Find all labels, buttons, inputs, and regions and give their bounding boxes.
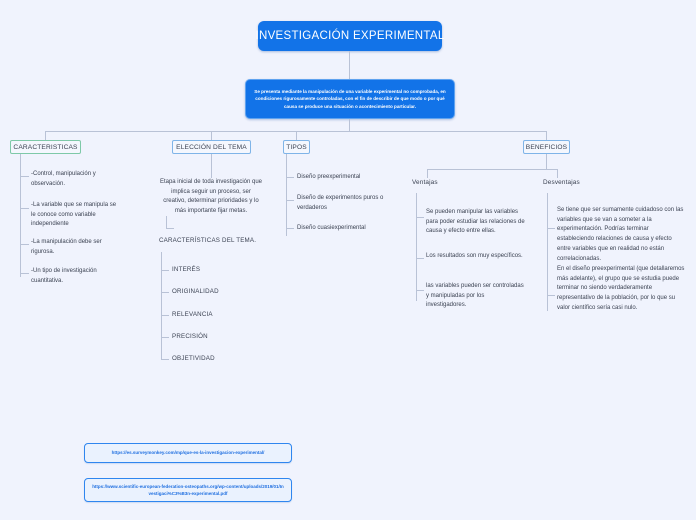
connector-beneficios-drop (546, 154, 547, 169)
eleccion-description: Etapa inicial de toda investigación que implica seguir un proceso, ser creativo, determinar prioridades y lo más importante fijar metas. (159, 179, 263, 215)
connector-eleccion-to-subtitle-b (166, 228, 174, 229)
connector-ventajas-spine (416, 193, 417, 301)
connector-eleccion-to-description (211, 154, 212, 178)
connector-tipos-stub-2 (286, 200, 294, 201)
connector-tipos-stub-1 (286, 177, 294, 178)
connector-caracteristicas-stub-1 (20, 176, 29, 177)
list-item: PRECISIÓN (172, 333, 208, 340)
connector-eleccion-items-spine (161, 252, 162, 360)
connector-eleccion-stub-5 (161, 359, 169, 360)
root-node-investigacion-experimental[interactable] (255, 21, 445, 51)
connector-beneficios-to-desventajas (557, 169, 558, 178)
list-item: ORIGINALIDAD (172, 288, 219, 295)
definition-text: Se presenta mediante la manipulación de una variable experimental no comprobada, en condiciones rigurosamente controladas, con el fin de describir de que modo o por qué causa se produce una situación o acontecimiento particular. (254, 89, 446, 109)
connector-bus-drop-eleccion (211, 131, 212, 140)
branch-tipos[interactable] (283, 140, 310, 154)
list-item: Diseño cuasiexperimental (297, 225, 366, 231)
connector-caracteristicas-spine (20, 154, 21, 277)
root-node-label: INVESTIGACIÓN EXPERIMENTAL (255, 30, 445, 42)
connector-beneficios-split-bus (427, 169, 557, 170)
list-item: Diseño de experimentos puros o verdaderos (297, 195, 384, 211)
source-link-2-text: https://www.scientific-european-federation-osteopaths.org/wp-content/uploads/2019/01/Investigaci%C3%B3n-experimental.pdf (92, 483, 284, 496)
branch-beneficios-label: BENEFICIOS (525, 143, 568, 151)
connector-desventajas-stub-1 (547, 228, 555, 229)
list-item: -Un tipo de investigación cuantitativa. (31, 268, 97, 284)
list-item: -Control, manipulación y observación. (31, 171, 96, 187)
list-item: Diseño preexperimental (297, 174, 361, 180)
list-item: Se pueden manipular las variables para poder estudiar las relaciones de causa y efecto entre ellas. (426, 209, 525, 235)
list-item: En el diseño preexperimental (que detallaremos más adelante), el grupo que se estudia puede terminar no siendo verdaderamente representativo de la población, por lo que su valor científico sería casi nulo. (557, 266, 685, 311)
list-item: Los resultados son muy específicos. (426, 253, 523, 259)
connector-eleccion-to-subtitle-a (166, 216, 167, 228)
connector-bus-drop-beneficios (546, 131, 547, 140)
connector-beneficios-to-ventajas (427, 169, 428, 178)
connector-eleccion-stub-2 (161, 292, 169, 293)
connector-ventajas-stub-3 (416, 290, 424, 291)
source-link-1[interactable] (84, 443, 292, 463)
list-item: las variables pueden ser controladas y manipuladas por los investigadores. (426, 283, 524, 309)
connector-desventajas-spine (547, 193, 548, 311)
branch-eleccion-del-tema-label: ELECCIÓN DEL TEMA (176, 143, 247, 151)
connector-eleccion-stub-3 (161, 315, 169, 316)
ventajas-heading: Ventajas (412, 179, 438, 186)
connector-tipos-stub-3 (286, 228, 294, 229)
connector-bus-drop-tipos (296, 131, 297, 140)
connector-desventajas-stub-2 (547, 295, 555, 296)
source-link-2[interactable] (84, 478, 292, 502)
list-item: -La variable que se manipula se le conoce como variable independiente (31, 202, 117, 228)
branch-eleccion-del-tema[interactable] (172, 140, 251, 154)
definition-node[interactable] (245, 79, 455, 119)
list-item: OBJETIVIDAD (172, 355, 215, 362)
branch-caracteristicas-label: CARACTERISTICAS (13, 143, 78, 151)
branch-beneficios[interactable] (523, 140, 570, 154)
connector-ventajas-stub-2 (416, 258, 424, 259)
list-item: Se tiene que ser sumamente cuidadoso con las variables que se van a someter a la experimentación. Podrías terminar estableciendo relaciones de causa y efecto entre variables que en realidad no están correlacionadas. (557, 207, 684, 262)
connector-tipos-spine (286, 154, 287, 236)
connector-ventajas-stub-1 (416, 217, 424, 218)
desventajas-heading: Desventajas (543, 179, 580, 186)
source-link-1-text: https://es.surveymonkey.com/mp/que-es-la-investigacion-experimental/ (111, 450, 265, 456)
list-item: -La manipulación debe ser rigurosa. (31, 239, 102, 255)
connector-bus-drop-caracteristicas (45, 131, 46, 140)
list-item: RELEVANCIA (172, 311, 213, 318)
branch-caracteristicas[interactable] (10, 140, 81, 154)
branch-tipos-label: TIPOS (286, 143, 307, 151)
connector-root-to-definition (349, 51, 350, 79)
list-item: INTERÉS (172, 266, 201, 273)
connector-caracteristicas-stub-3 (20, 244, 29, 245)
eleccion-subtitle: CARACTERÍSTICAS DEL TEMA. (159, 237, 257, 244)
connector-caracteristicas-stub-2 (20, 208, 29, 209)
connector-eleccion-stub-1 (161, 270, 169, 271)
connector-eleccion-stub-4 (161, 337, 169, 338)
connector-caracteristicas-stub-4 (20, 273, 29, 274)
